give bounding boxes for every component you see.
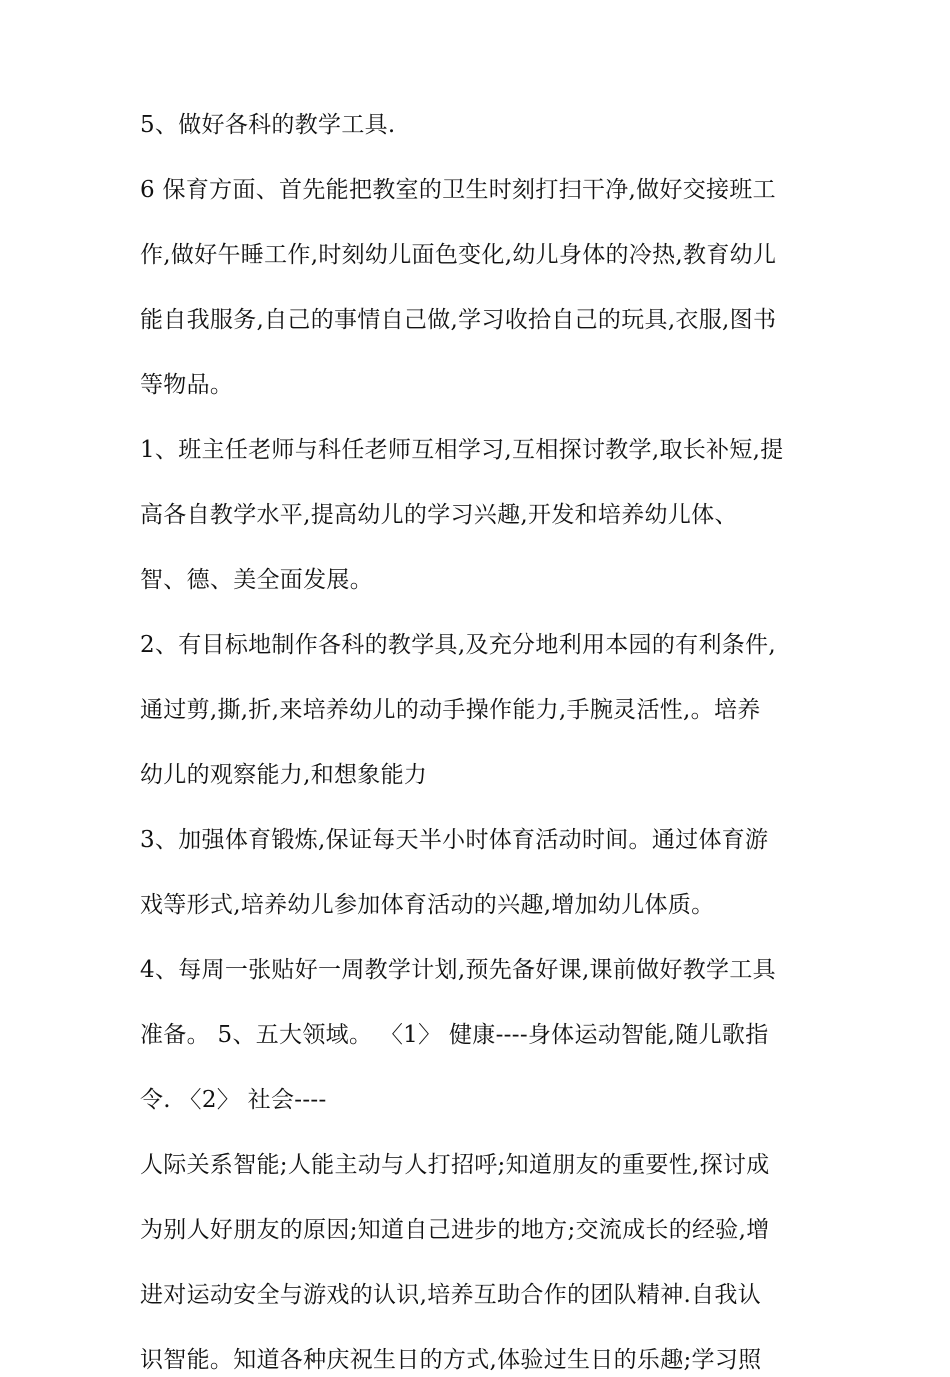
text-line: 人际关系智能;人能主动与人打招呼;知道朋友的重要性,探讨成	[140, 1152, 770, 1178]
text-line: 5、做好各科的教学工具.	[140, 112, 396, 138]
text-line: 6 保育方面、首先能把教室的卫生时刻打扫干净,做好交接班工	[140, 177, 776, 203]
text-line: 通过剪,撕,折,来培养幼儿的动手操作能力,手腕灵活性,。培养	[140, 697, 761, 723]
text-line: 进对运动安全与游戏的认识,培养互助合作的团队精神.自我认	[140, 1282, 762, 1308]
text-line: 能自我服务,自己的事情自己做,学习收拾自己的玩具,衣服,图书	[140, 307, 777, 333]
document-body	[140, 108, 820, 1377]
text-line: 1、班主任老师与科任老师互相学习,互相探讨教学,取长补短,提	[140, 437, 784, 463]
text-line: 准备。 5、五大领域。 〈1〉 健康----身体运动智能,随儿歌指	[140, 1022, 769, 1048]
text-line: 高各自教学水平,提高幼儿的学习兴趣,开发和培养幼儿体、	[140, 502, 738, 528]
text-line: 令. 〈2〉 社会----	[140, 1087, 327, 1113]
text-line: 为别人好朋友的原因;知道自己进步的地方;交流成长的经验,增	[140, 1217, 770, 1243]
text-line: 幼儿的观察能力,和想象能力	[140, 762, 428, 788]
text-line: 作,做好午睡工作,时刻幼儿面色变化,幼儿身体的冷热,教育幼儿	[140, 242, 777, 268]
text-line: 4、每周一张贴好一周教学计划,预先备好课,课前做好教学工具	[140, 957, 776, 983]
text-line: 2、有目标地制作各科的教学具,及充分地利用本园的有利条件,	[140, 632, 776, 658]
text-line: 智、德、美全面发展。	[140, 567, 373, 593]
text-line: 3、加强体育锻炼,保证每天半小时体育活动时间。通过体育游	[140, 827, 769, 853]
text-line: 识智能。知道各种庆祝生日的方式,体验过生日的乐趣;学习照	[140, 1347, 762, 1373]
text-line: 戏等形式,培养幼儿参加体育活动的兴趣,增加幼儿体质。	[140, 892, 715, 918]
text-line: 等物品。	[140, 372, 234, 398]
